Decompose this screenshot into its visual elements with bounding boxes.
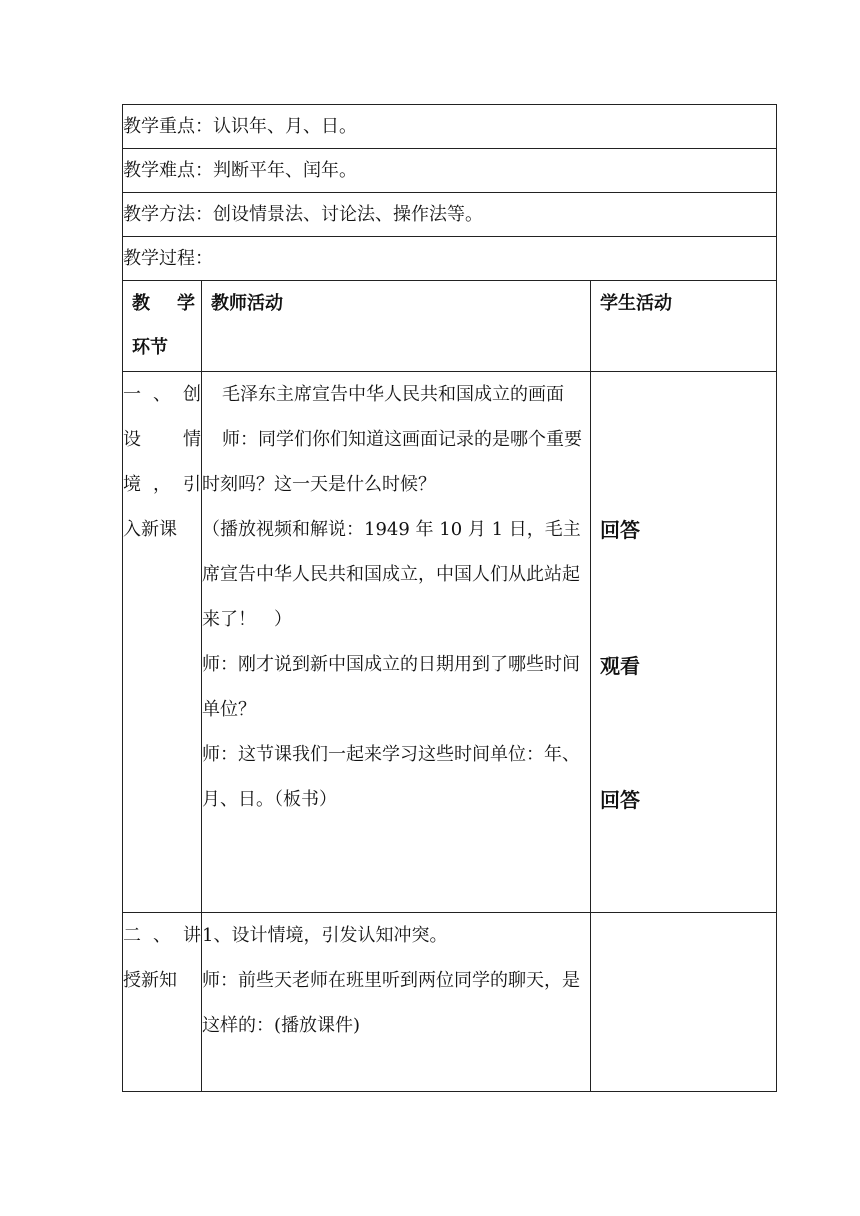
header-teacher-activity: 教师活动: [202, 281, 591, 372]
column-header-row: [123, 281, 777, 372]
header-stage-line1: 教 学: [132, 293, 195, 314]
teacher-paragraph: （播放视频和解说：1949 年 10 月 1 日，毛主席宣告中华人民共和国成立，中国人们从此站起来了！ ）: [202, 519, 581, 630]
difficulty-cell: [123, 149, 777, 193]
key-points-text: 教学重点：认识年、月、日。: [123, 116, 357, 137]
student-response: 回答: [600, 518, 640, 542]
difficulty-row: [123, 149, 777, 193]
teacher-paragraph: 师：前些天老师在班里听到两位同学的聊天，是这样的：(播放课件): [202, 970, 580, 1036]
teacher-paragraph: 毛泽东主席宣告中华人民共和国成立的画面: [222, 384, 564, 405]
methods-text: 教学方法：创设情景法、讨论法、操作法等。: [123, 204, 483, 225]
teacher-paragraph: 1、设计情境，引发认知冲突。: [202, 925, 448, 946]
student-response: 观看: [600, 654, 640, 678]
stage-line: 设情: [123, 429, 201, 450]
difficulty-text: 教学难点：判断平年、闰年。: [123, 160, 357, 181]
process-cell: [123, 237, 777, 281]
header-stage-line2: 环节: [132, 337, 168, 358]
stage-line: 授新知: [123, 970, 177, 991]
student-activity-cell: [591, 913, 777, 1092]
stage-cell: [123, 372, 202, 913]
stage-line: 二、讲: [123, 925, 201, 946]
stage-line: 入新课: [123, 519, 177, 540]
table-row: [123, 913, 777, 1092]
methods-cell: [123, 193, 777, 237]
stage-line: 境，引: [123, 474, 201, 495]
methods-row: [123, 193, 777, 237]
table-row: [123, 372, 777, 913]
teacher-activity-cell: [202, 372, 591, 913]
teacher-paragraph: 师：这节课我们一起来学习这些时间单位：年、月、日。（板书）: [202, 744, 580, 810]
key-points-cell: [123, 105, 777, 149]
lesson-plan-table: [122, 104, 777, 1092]
student-activity-cell: [591, 372, 777, 913]
header-stage: [123, 281, 202, 372]
teacher-activity-cell: [202, 913, 591, 1092]
key-points-row: [123, 105, 777, 149]
student-response: 回答: [600, 788, 640, 812]
stage-cell: [123, 913, 202, 1092]
teacher-paragraph: 师：刚才说到新中国成立的日期用到了哪些时间单位？: [202, 654, 580, 720]
process-text: 教学过程：: [123, 248, 213, 269]
process-row: [123, 237, 777, 281]
header-student-activity: 学生活动: [591, 281, 777, 372]
stage-line: 一、创: [123, 384, 201, 405]
teacher-paragraph: 师：同学们你们知道这画面记录的是哪个重要时刻吗？这一天是什么时候？: [202, 429, 582, 495]
